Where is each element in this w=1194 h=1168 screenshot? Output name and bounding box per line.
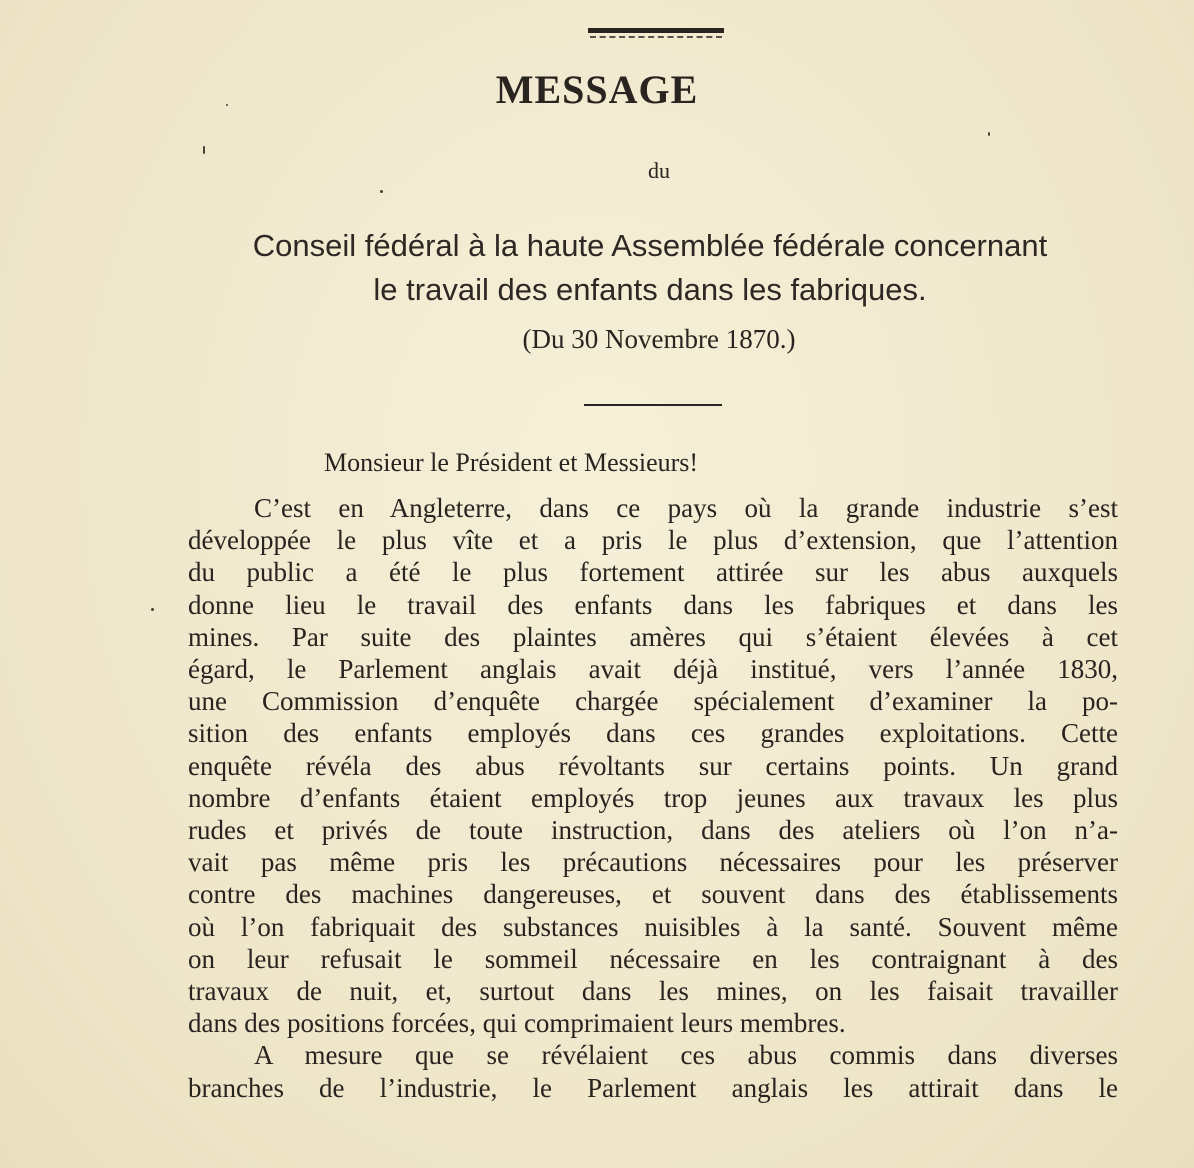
subtitle-line-1: Conseil fédéral à la haute Assemblée fédérale concernant bbox=[252, 228, 1048, 263]
body-line: développée le plus vîte et a pris le plus d’extension, que l’attention bbox=[188, 525, 1118, 556]
body-line: on leur refusait le sommeil nécessaire en les contraignant à des bbox=[188, 943, 1118, 974]
body-line: sition des enfants employés dans ces grandes exploitations. Cette bbox=[188, 718, 1118, 749]
document-date: (Du 30 Novembre 1870.) bbox=[522, 324, 796, 354]
body-line: mines. Par suite des plaintes amères qui s’étaient élevées à cet bbox=[188, 621, 1118, 652]
body-line: contre des machines dangereuses, et souvent dans des établissements bbox=[188, 879, 1118, 910]
body-line: C’est en Angleterre, dans ce pays où la grande industrie s’est bbox=[254, 493, 1118, 523]
du-label: du bbox=[648, 158, 670, 183]
paper-speck bbox=[203, 146, 205, 154]
body-line: du public a été le plus fortement attirée sur les abus auxquels bbox=[188, 557, 1118, 588]
body-line: dans des positions forcées, qui comprimaient leurs membres. bbox=[188, 1008, 846, 1039]
subtitle-line-2: le travail des enfants dans les fabriques. bbox=[373, 272, 927, 307]
document-subtitle bbox=[188, 224, 1112, 312]
document-title: MESSAGE bbox=[495, 67, 699, 112]
body-line: enquête révéla des abus révoltants sur certains points. Un grand bbox=[188, 750, 1118, 781]
body-line: rudes et privés de toute instruction, dans des ateliers où l’on n’a- bbox=[188, 815, 1118, 846]
top-rule bbox=[588, 28, 724, 33]
section-rule bbox=[584, 404, 722, 406]
paper-speck bbox=[988, 132, 990, 136]
body-line: vait pas même pris les précautions nécessaires pour les préserver bbox=[188, 847, 1118, 878]
body-text bbox=[188, 492, 1118, 1104]
body-line: nombre d’enfants étaient employés trop jeunes aux travaux les plus bbox=[188, 782, 1118, 813]
body-line: égard, le Parlement anglais avait déjà institué, vers l’année 1830, bbox=[188, 654, 1118, 685]
paper-speck bbox=[226, 104, 228, 106]
body-line: où l’on fabriquait des substances nuisibles à la santé. Souvent même bbox=[188, 911, 1118, 942]
top-rule-dashed bbox=[590, 36, 722, 38]
body-line: travaux de nuit, et, surtout dans les mines, on les faisait travailler bbox=[188, 976, 1118, 1007]
paper-speck bbox=[151, 608, 154, 611]
salutation: Monsieur le Président et Messieurs! bbox=[324, 448, 699, 477]
body-line: donne lieu le travail des enfants dans les fabriques et dans les bbox=[188, 589, 1118, 620]
body-line: branches de l’industrie, le Parlement anglais les attirait dans le bbox=[188, 1072, 1118, 1103]
body-line: une Commission d’enquête chargée spécialement d’examiner la po- bbox=[188, 686, 1118, 717]
body-line: A mesure que se révélaient ces abus commis dans diverses bbox=[254, 1040, 1118, 1071]
paper-speck bbox=[380, 190, 383, 193]
